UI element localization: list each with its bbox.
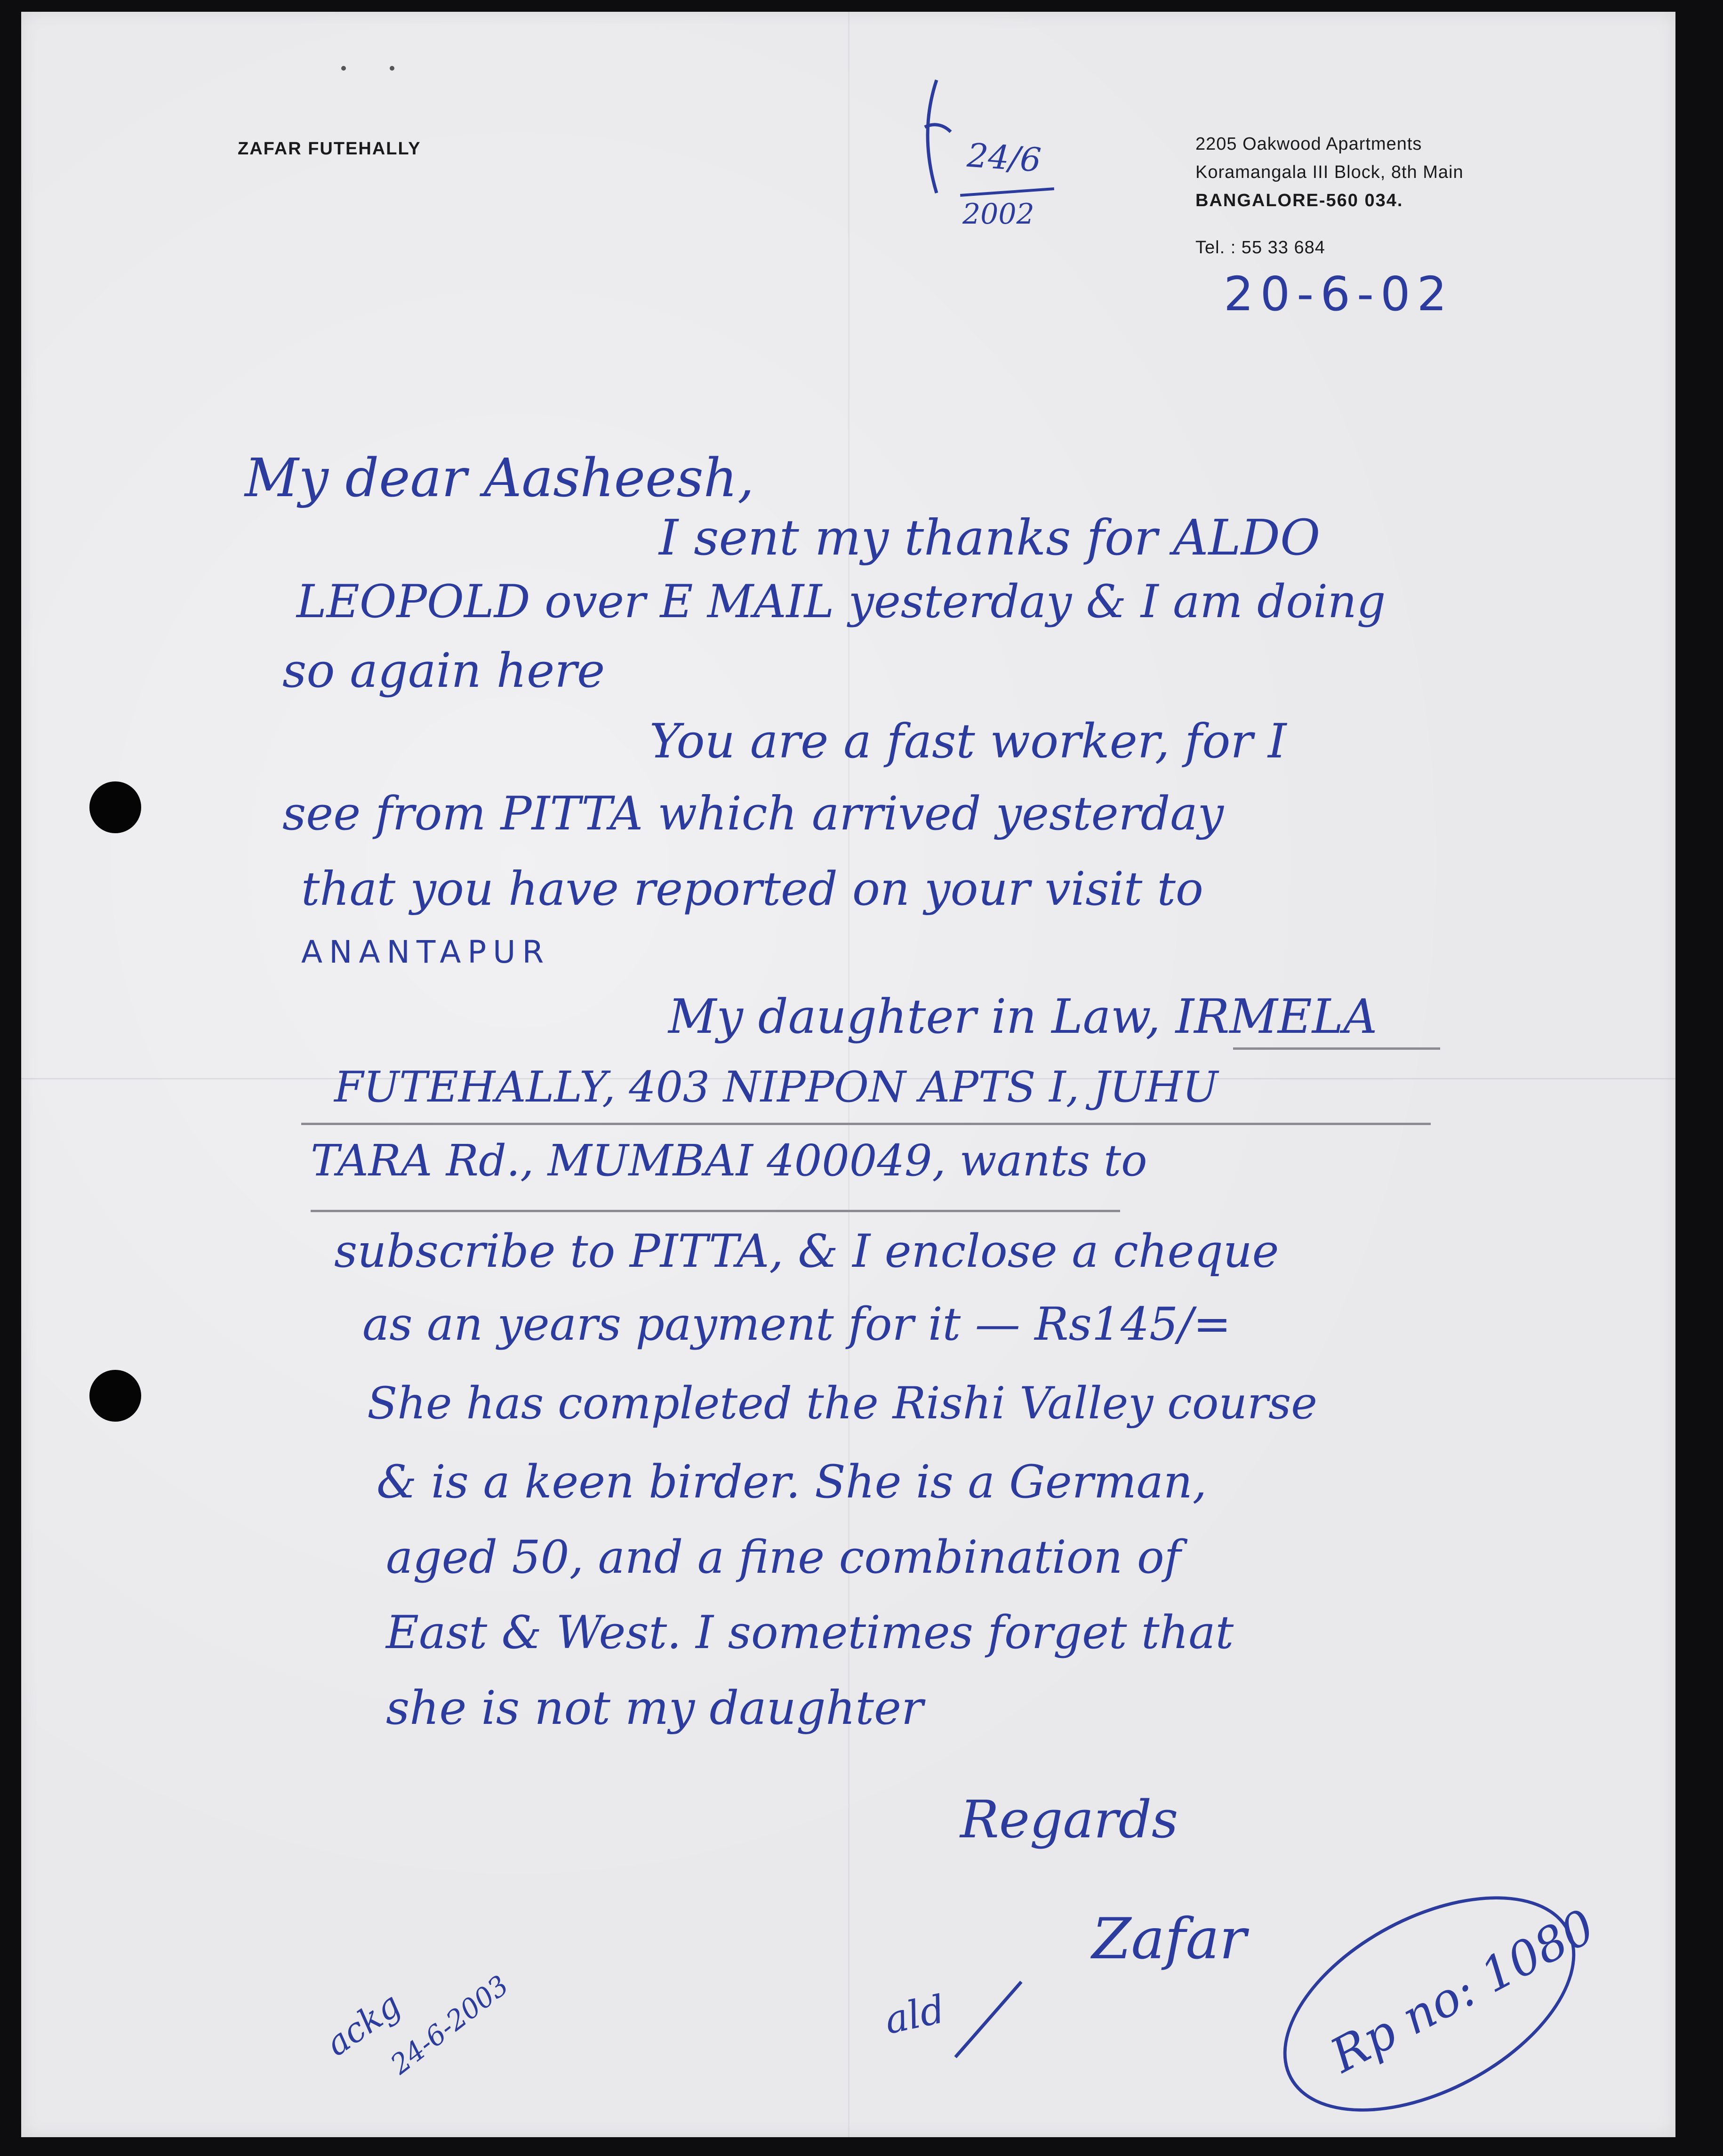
letterhead-address-line1: 2205 Oakwood Apartments — [1195, 134, 1422, 154]
letterhead-name: ZAFAR FUTEHALLY — [238, 139, 421, 159]
punch-hole — [89, 1370, 141, 1422]
body-line: You are a fast worker, for I — [649, 714, 1287, 769]
body-line: LEOPOLD over E MAIL yesterday & I am doing — [297, 575, 1386, 628]
body-line: My daughter in Law, IRMELA — [668, 989, 1378, 1044]
letterhead-address-line2: Koramangala III Block, 8th Main — [1195, 162, 1464, 182]
paper-speck — [341, 66, 346, 71]
initials: ald — [881, 1987, 949, 2043]
closing: Regards — [960, 1789, 1178, 1850]
underline-address — [311, 1210, 1120, 1212]
body-line: ANANTAPUR — [301, 934, 551, 970]
body-line: & is a keen birder. She is a German, — [377, 1456, 1207, 1508]
body-line: I sent my thanks for ALDO — [659, 509, 1321, 566]
paper-speck — [390, 66, 394, 71]
body-line: she is not my daughter — [386, 1681, 923, 1735]
underline-irmela — [1233, 1047, 1440, 1050]
body-line: She has completed the Rishi Valley course — [367, 1378, 1317, 1429]
letterhead-address-line3: BANGALORE-560 034. — [1195, 191, 1403, 210]
signature: Zafar — [1092, 1907, 1247, 1972]
letterhead-telephone: Tel. : 55 33 684 — [1195, 238, 1325, 257]
body-line: as an years payment for it — Rs145/= — [362, 1298, 1231, 1351]
initials-stroke — [946, 1972, 1031, 2067]
body-line: FUTEHALLY, 403 NIPPON APTS I, JUHU — [334, 1062, 1218, 1112]
underline-address — [301, 1123, 1431, 1125]
receipt-number: Rp no: 1080 — [1322, 1899, 1603, 2084]
letter-date: 20-6-02 — [1224, 266, 1454, 322]
body-line: subscribe to PITTA, & I enclose a cheque — [334, 1225, 1279, 1278]
body-line: East & West. I sometimes forget that — [386, 1606, 1234, 1659]
acknowledged-date: 24-6-2003 — [384, 1969, 515, 2081]
body-line: aged 50, and a fine combination of — [386, 1531, 1181, 1584]
received-year: 2002 — [962, 198, 1034, 231]
body-line: TARA Rd., MUMBAI 400049, wants to — [311, 1135, 1147, 1186]
received-date: 24/6 — [966, 136, 1042, 180]
body-line: that you have reported on your visit to — [301, 862, 1203, 916]
acknowledged-label: ackg — [318, 1984, 408, 2064]
received-initial-mark — [908, 71, 965, 212]
punch-hole — [89, 781, 141, 833]
body-line: see from PITTA which arrived yesterday — [282, 787, 1224, 841]
salutation: My dear Aasheesh, — [245, 448, 754, 509]
body-line: so again here — [282, 643, 605, 698]
